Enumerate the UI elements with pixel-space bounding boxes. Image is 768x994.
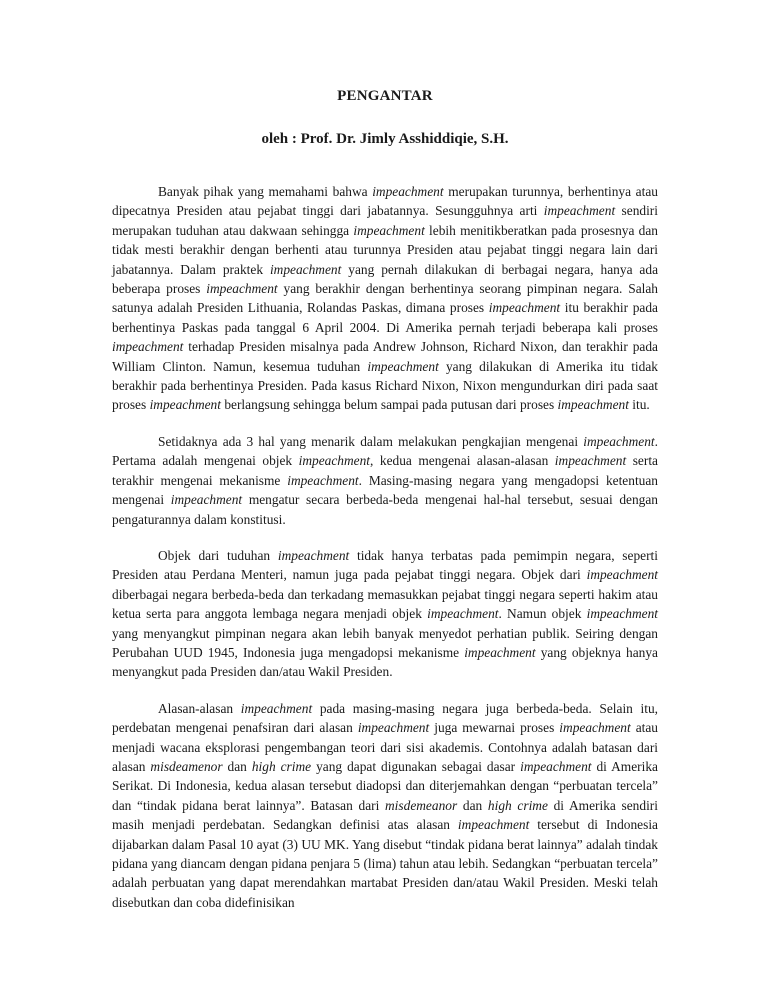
text-run: sendiri merupakan tuduhan atau dakwaan sehingga [112,203,658,238]
document-body [112,182,658,912]
italic-term: impeachment [559,720,631,736]
italic-term: impeachment [112,339,184,355]
text-run: terhadap Presiden misalnya pada Andrew Johnson, Richard Nixon, dan terakhir pada William Clinton. Namun, kesemua tuduhan [112,339,658,374]
text-run: yang berakhir dengan berhentinya seorang pimpinan negara. Salah satunya adalah Presiden Lithuania, Rolandas Paskas, dimana proses [112,281,658,316]
text-run: Setidaknya ada 3 hal yang menarik dalam melakukan pengkajian mengenai [158,433,584,449]
text-run: mengatur secara berbeda-beda mengenai hal-hal tersebut, sesuai dengan pengaturannya dalam konstitusi. [112,492,659,527]
italic-term: impeachment [206,281,278,297]
text-run: . Masing-masing negara yang mengadopsi ketentuan mengenai [112,472,658,508]
italic-term: impeachment [298,453,371,469]
italic-term: impeachment [543,203,616,219]
italic-term: impeachment [586,606,658,622]
text-run: juga mewarnai proses [429,720,560,736]
text-run: . Pertama adalah mengenai objek [112,433,658,469]
text-run: yang dapat digunakan sebagai dasar [311,758,521,774]
paragraph [112,699,658,912]
document-title: PENGANTAR [337,88,433,104]
italic-term: impeachment [583,433,655,449]
paragraph [112,546,658,682]
italic-term: impeachment [586,567,658,583]
text-run: berlangsung sehingga belum sampai pada putusan dari proses [220,397,558,413]
italic-term: impeachment [372,184,444,199]
text-run: di Amerika Serikat. Di Indonesia, kedua alasan tersebut diadopsi dan diterjemahkan dengan “perbuatan tercela” dan “tindak pidana berat lainnya”. Batasan dari [112,758,658,813]
italic-term: impeachment [269,261,342,277]
author-line: oleh : Prof. Dr. Jimly Asshiddiqie, S.H. [261,131,509,147]
italic-term: impeachment [464,644,536,660]
paragraph [112,182,658,415]
italic-term: impeachment [554,453,627,469]
italic-term: impeachment [353,222,425,238]
italic-term: impeachment [557,397,629,413]
text-run: lebih menitikberatkan pada prosesnya dan tidak mesti berakhir dengan berhenti atau turunnya Presiden atau pejabat tinggi negara lain dari jabatannya. Dalam praktek [112,222,659,277]
italic-term: impeachment [287,472,359,488]
text-run: diberbagai negara berbeda-beda dan terkadang memasukkan pejabat tinggi negara seperti hakim atau ketua serta para anggota lembaga negara menjadi objek [112,586,658,622]
italic-term: impeachment [520,758,592,774]
italic-term: impeachment [170,492,243,508]
text-run: dan [222,758,252,774]
text-run: itu. [628,397,650,413]
text-run: itu berakhir pada berhentinya Paskas pada tanggal 6 April 2004. Di Amerika pernah terjadi beberapa kali proses [112,300,658,335]
text-run: pada masing-masing negara juga berbeda-beda. Selain itu, perdebatan mengenai penafsiran dari alasan [112,700,658,736]
text-run: Objek dari tuduhan [158,547,278,563]
text-run: atau menjadi wacana eksplorasi pengembangan teori dari sisi akademis. Contohnya adalah batasan dari alasan [112,720,659,774]
italic-term: high crime [487,797,548,813]
italic-term: impeachment [367,358,439,374]
text-run: Alasan-alasan [158,700,241,716]
text-run: yang menyangkut pimpinan negara akan lebih banyak menyedot perhatian publik. Seiring dengan Perubahan UUD 1945, Indonesia juga mengadopsi mekanisme [112,625,658,660]
italic-term: impeachment [457,817,530,833]
italic-term: misdeamenor [150,758,223,774]
paragraph [112,432,658,529]
text-run: . Namun objek [498,606,587,622]
italic-term: high crime [251,758,312,774]
italic-term: impeachment [488,300,561,316]
italic-term: misdemeanor [385,797,458,813]
text-run: dan [457,797,488,813]
text-run: tidak hanya terbatas pada pemimpin negara, seperti Presiden atau Perdana Menteri, namun juga pada pejabat tinggi negara. Objek dari [112,547,658,583]
text-run: yang objeknya hanya menyangkut pada Presiden dan/atau Wakil Presiden. [112,644,658,680]
text-run: di Amerika sendiri masih menjadi perdebatan. Sedangkan definisi atas alasan [112,797,658,833]
italic-term: impeachment [149,397,221,413]
text-run: yang pernah dilakukan di berbagai negara, hanya ada beberapa proses [112,261,659,297]
text-run: , kedua mengenai alasan-alasan [370,453,555,469]
italic-term: impeachment [277,547,350,563]
italic-term: impeachment [240,700,313,716]
text-run: Banyak pihak yang memahami bahwa [158,184,373,199]
italic-term: impeachment [427,606,499,622]
text-run: yang dilakukan di Amerika itu tidak berakhir pada berhentinya Presiden. Pada kasus Richard Nixon, Nixon mengundurkan diri pada saat proses [112,358,658,413]
text-run: merupakan turunnya, berhentinya atau dipecatnya Presiden atau pejabat tinggi dari jabatannya. Sesungguhnya arti [112,184,658,219]
text-run: serta terakhir mengenai mekanisme [112,453,658,488]
text-run: tersebut di Indonesia dijabarkan dalam Pasal 10 ayat (3) UU MK. Yang disebut “tindak pidana berat lainnya” adalah tindak pidana yang diancam dengan pidana penjara 5 (lima) tahun atau lebih. Sedangkan “perbuatan tercela” adalah perbuatan yang dapat merendahkan martabat Presiden dan/atau Wakil Presiden. Meski telah disebutkan dan coba didefinisikan [112,817,658,910]
italic-term: impeachment [357,720,430,736]
